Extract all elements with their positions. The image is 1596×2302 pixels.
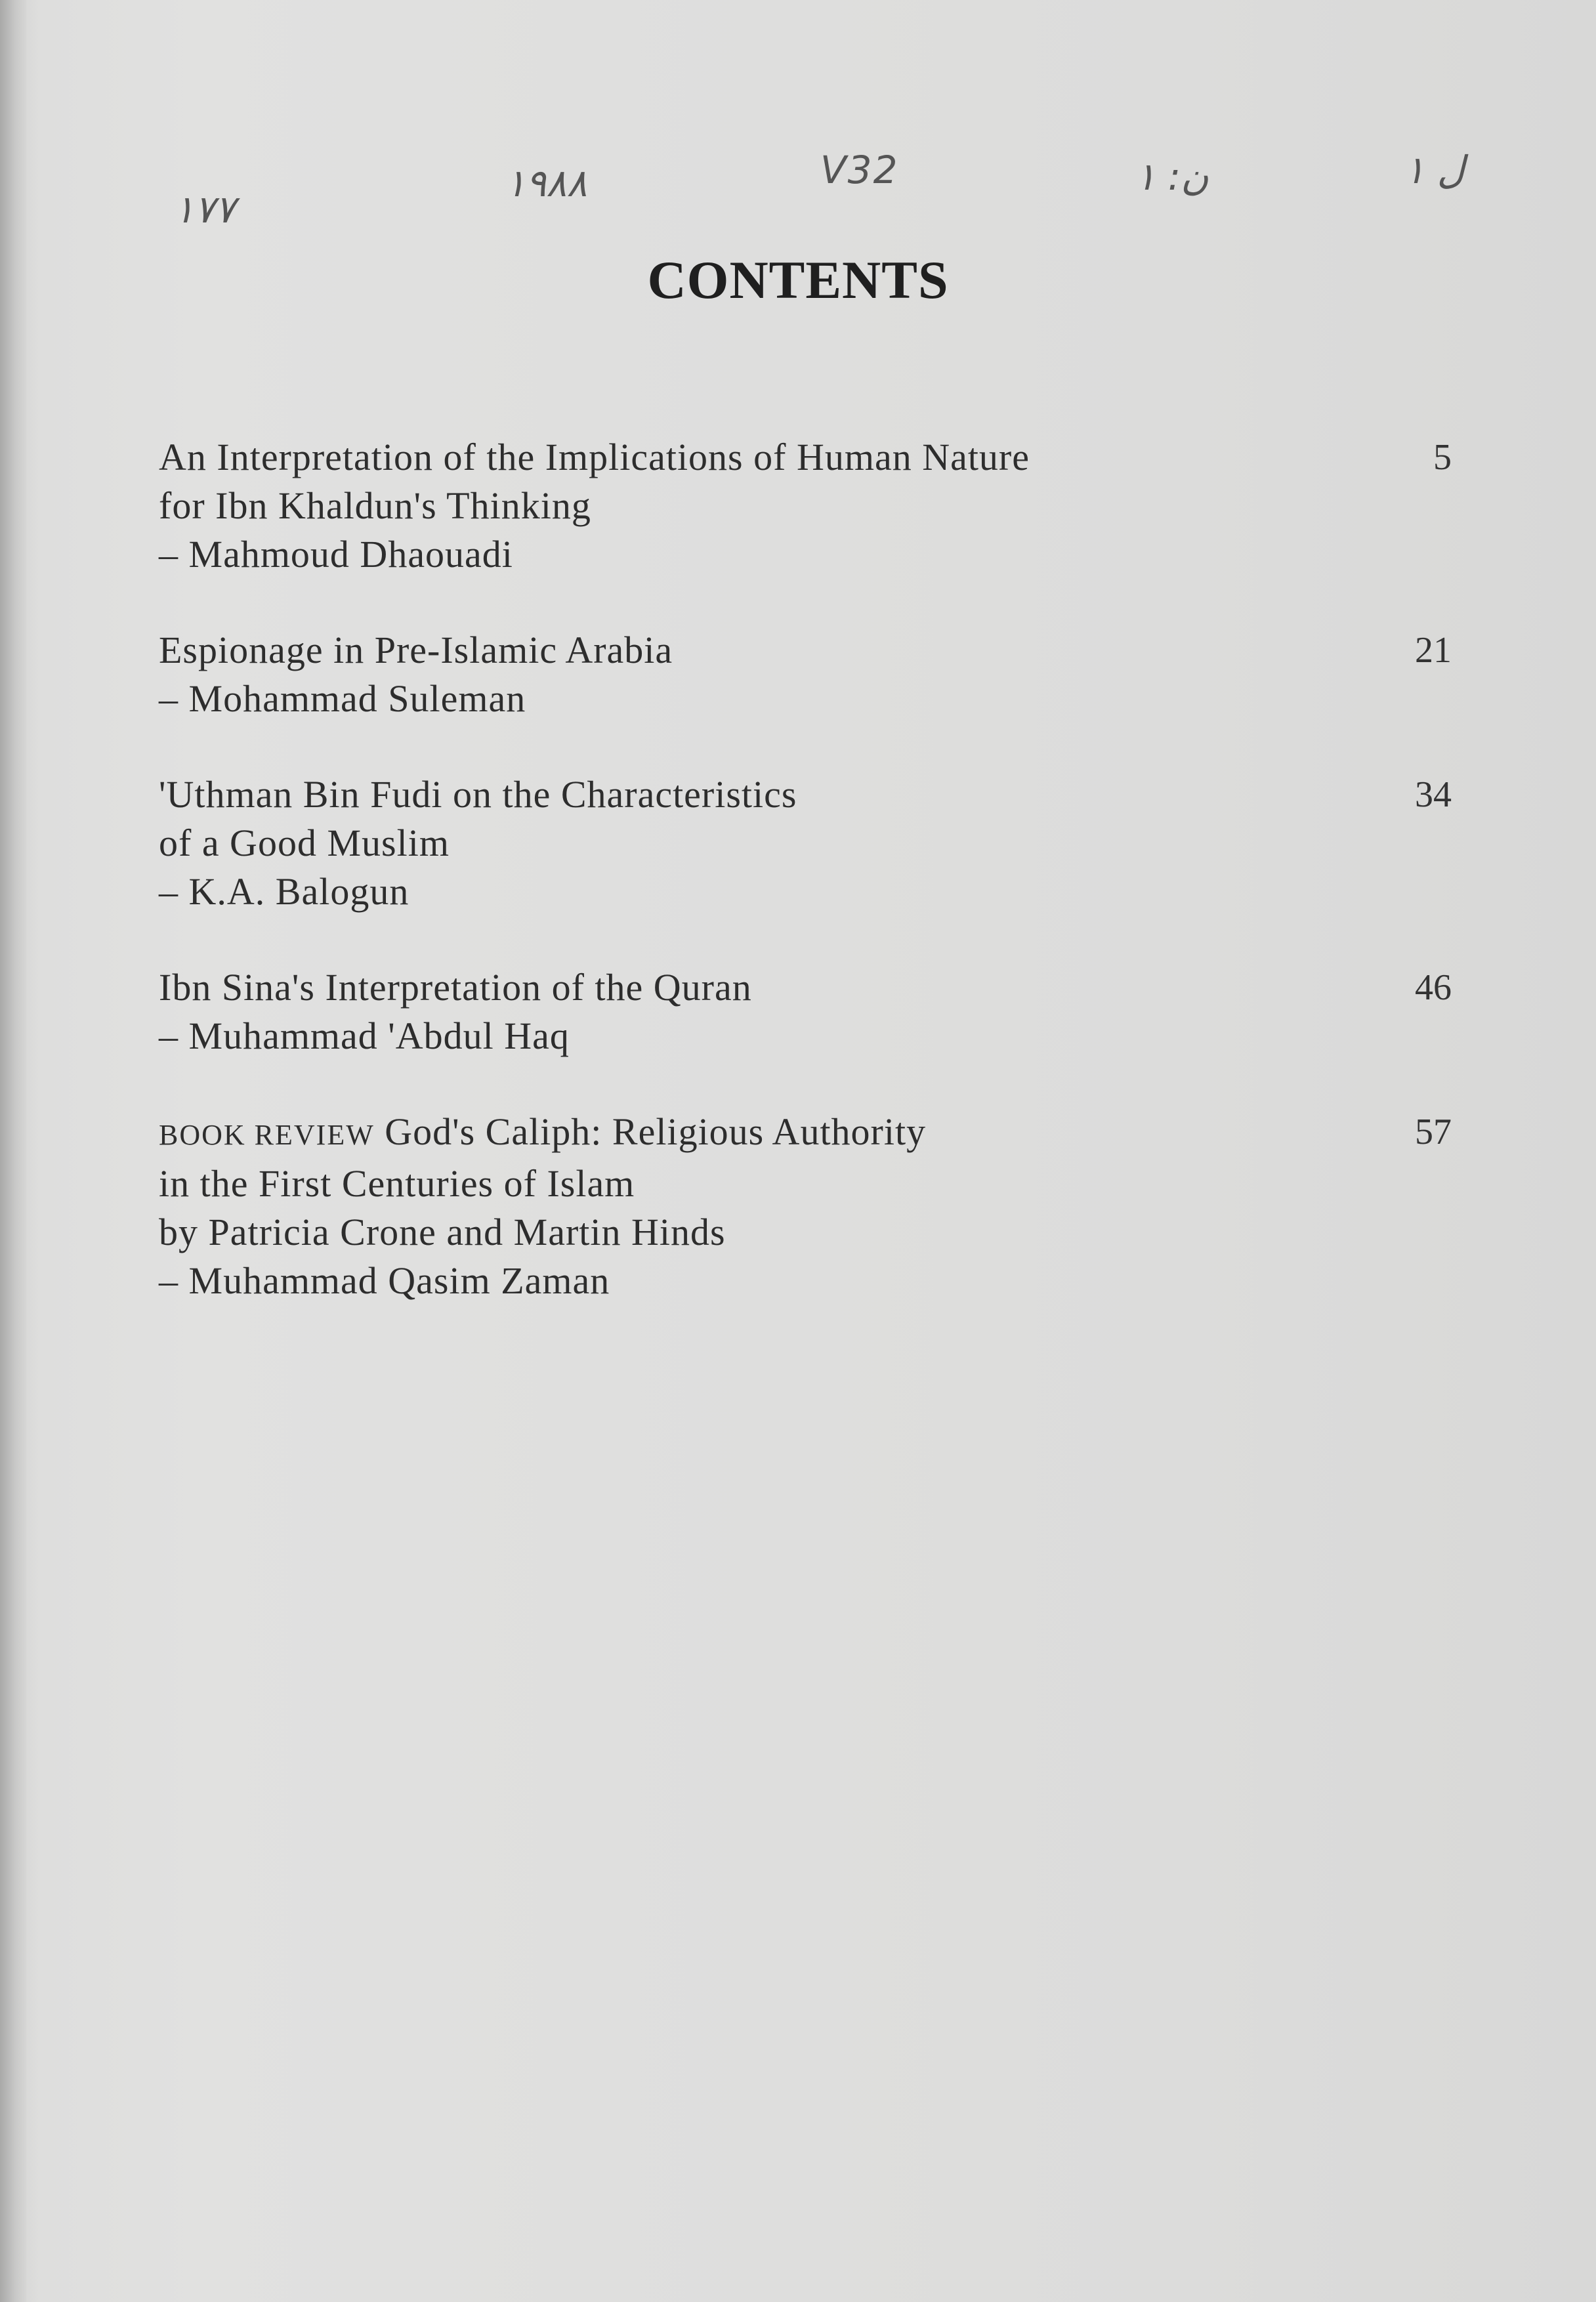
book-review-tag: BOOK REVIEW <box>159 1119 375 1151</box>
entry-page-number: 34 <box>1415 774 1452 815</box>
handwritten-note-5: ل ١ <box>1404 148 1465 192</box>
entry-page-number: 57 <box>1415 1112 1452 1152</box>
handwritten-note-1: ١٧٧ <box>174 187 236 232</box>
entry-line: 'Uthman Bin Fudi on the Characteristics <box>159 773 797 816</box>
contents-list <box>159 433 1452 1352</box>
entry-line-text: God's Caliph: Religious Authority <box>385 1110 927 1153</box>
entry-author: – Mohammad Suleman <box>159 677 526 720</box>
contents-entry[interactable] <box>159 626 1452 723</box>
entry-page-number: 46 <box>1415 967 1452 1008</box>
entry-page-number: 21 <box>1415 630 1452 671</box>
handwritten-note-3: V32 <box>820 148 899 192</box>
contents-entry[interactable] <box>159 1108 1452 1305</box>
entry-page-number: 5 <box>1433 437 1452 478</box>
contents-entry[interactable] <box>159 963 1452 1060</box>
book-spine-shadow <box>0 0 26 2302</box>
entry-line: by Patricia Crone and Martin Hinds <box>159 1211 726 1253</box>
entry-line: of a Good Muslim <box>159 822 450 864</box>
contents-entry[interactable] <box>159 433 1452 579</box>
entry-author: – Muhammad 'Abdul Haq <box>159 1015 570 1057</box>
entry-line: An Interpretation of the Implications of Human Nature <box>159 436 1030 478</box>
entry-author: – Muhammad Qasim Zaman <box>159 1259 610 1302</box>
entry-line: in the First Centuries of Islam <box>159 1162 635 1205</box>
entry-line <box>159 1108 1452 1160</box>
entry-line: for Ibn Khaldun's Thinking <box>159 484 591 527</box>
page-title: CONTENTS <box>647 250 949 310</box>
entry-line: Ibn Sina's Interpretation of the Quran <box>159 966 752 1009</box>
handwritten-note-2: ١٩٨٨ <box>505 161 587 205</box>
handwritten-note-4: ن: ١ <box>1135 154 1209 199</box>
entry-line: Espionage in Pre-Islamic Arabia <box>159 629 673 671</box>
entry-author: – K.A. Balogun <box>159 870 410 913</box>
entry-author: – Mahmoud Dhaouadi <box>159 533 513 576</box>
contents-entry[interactable] <box>159 770 1452 916</box>
